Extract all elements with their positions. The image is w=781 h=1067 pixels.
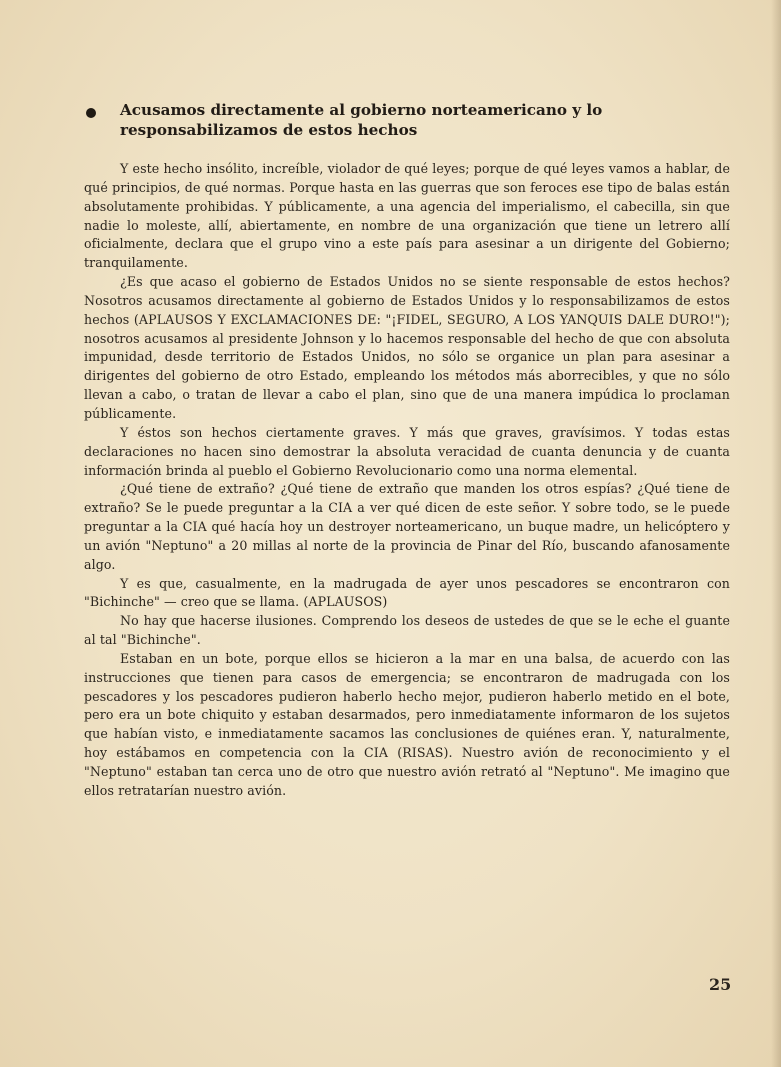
bullet-icon: [86, 108, 96, 118]
section-heading: Acusamos directamente al gobierno norteamericano y lo responsabilizamos de estos hechos: [120, 101, 603, 139]
paragraph: Estaban en un bote, porque ellos se hicieron a la mar en una balsa, de acuerdo con las instrucciones que tienen para casos de emergencia; se encontraron de madrugada con los pescadores y los pescadores pudieron haberlo hecho mejor, pudieron haberlo metido en el bote, pero era un bote chiquito y estaban desarmados, pero inmediatamente informaron de los sujetos que habían visto, e inmediatamente sacamos las conclusiones de quiénes eran. Y, naturalmente, hoy estábamos en competencia con la CIA (RISAS). Nuestro avión de reconocimiento y el "Neptuno" estaban tan cerca uno de otro que nuestro avión retrató al "Neptuno". Me imagino que ellos retratarían nuestro avión.: [84, 650, 730, 798]
page-edge-shadow: [771, 0, 781, 1067]
paragraph: ¿Qué tiene de extraño? ¿Qué tiene de extraño que manden los otros espías? ¿Qué tiene de extraño? Se le puede preguntar a la CIA a ver qué dicen de este señor. Y sobre todo, se le puede preguntar a la CIA qué hacía hoy un destroyer norteamericano, un buque madre, un helicóptero y un avión "Neptuno" a 20 millas al norte de la provincia de Pinar del Río, buscando afanosamente algo.: [84, 481, 730, 572]
page-content: [84, 100, 730, 801]
page-number: 25: [709, 975, 732, 994]
section-heading-row: [84, 100, 730, 140]
paragraph: Y este hecho insólito, increíble, violador de qué leyes; porque de qué leyes vamos a hablar, de qué principios, de qué normas. Porque hasta en las guerras que son feroces ese tipo de balas están absolutamente prohibidas. Y públicamente, a una agencia del imperialismo, el cabecilla, sin que nadie lo moleste, allí, abiertamente, en nombre de una organización que tiene un letrero allí oficialmente, declara que el grupo vino a este país para asesinar a un dirigente del Gobierno; tranquilamente.: [84, 161, 730, 271]
paragraph: ¿Es que acaso el gobierno de Estados Unidos no se siente responsable de estos hechos? Nosotros acusamos directamente al gobierno de Estados Unidos y lo responsabilizamos de estos hechos (APLAUSOS Y EXCLAMACIONES DE: "¡FIDEL, SEGURO, A LOS YANQUIS DALE DURO!"); nosotros acusamos al presidente Johnson y lo hacemos responsable del hecho de que con absoluta impunidad, desde territorio de Estados Unidos, no sólo se organice un plan para asesinar a dirigentes del gobierno de otro Estado, empleando los métodos más aborrecibles, y que no sólo llevan a cabo, o tratan de llevar a cabo el plan, sino que de una manera impúdica lo proclaman públicamente.: [84, 274, 730, 421]
paragraph: Y es que, casualmente, en la madrugada de ayer unos pescadores se encontraron con "Bichinche" — creo que se llama. (APLAUSOS): [84, 575, 730, 610]
paragraph: No hay que hacerse ilusiones. Comprendo los deseos de ustedes de que se le eche el guante al tal "Bichinche".: [84, 613, 730, 648]
paragraph: Y éstos son hechos ciertamente graves. Y más que graves, gravísimos. Y todas estas declaraciones no hacen sino demostrar la absoluta veracidad de cuanta denuncia y de cuanta información brinda al pueblo el Gobierno Revolucionario como una norma elemental.: [84, 424, 730, 478]
